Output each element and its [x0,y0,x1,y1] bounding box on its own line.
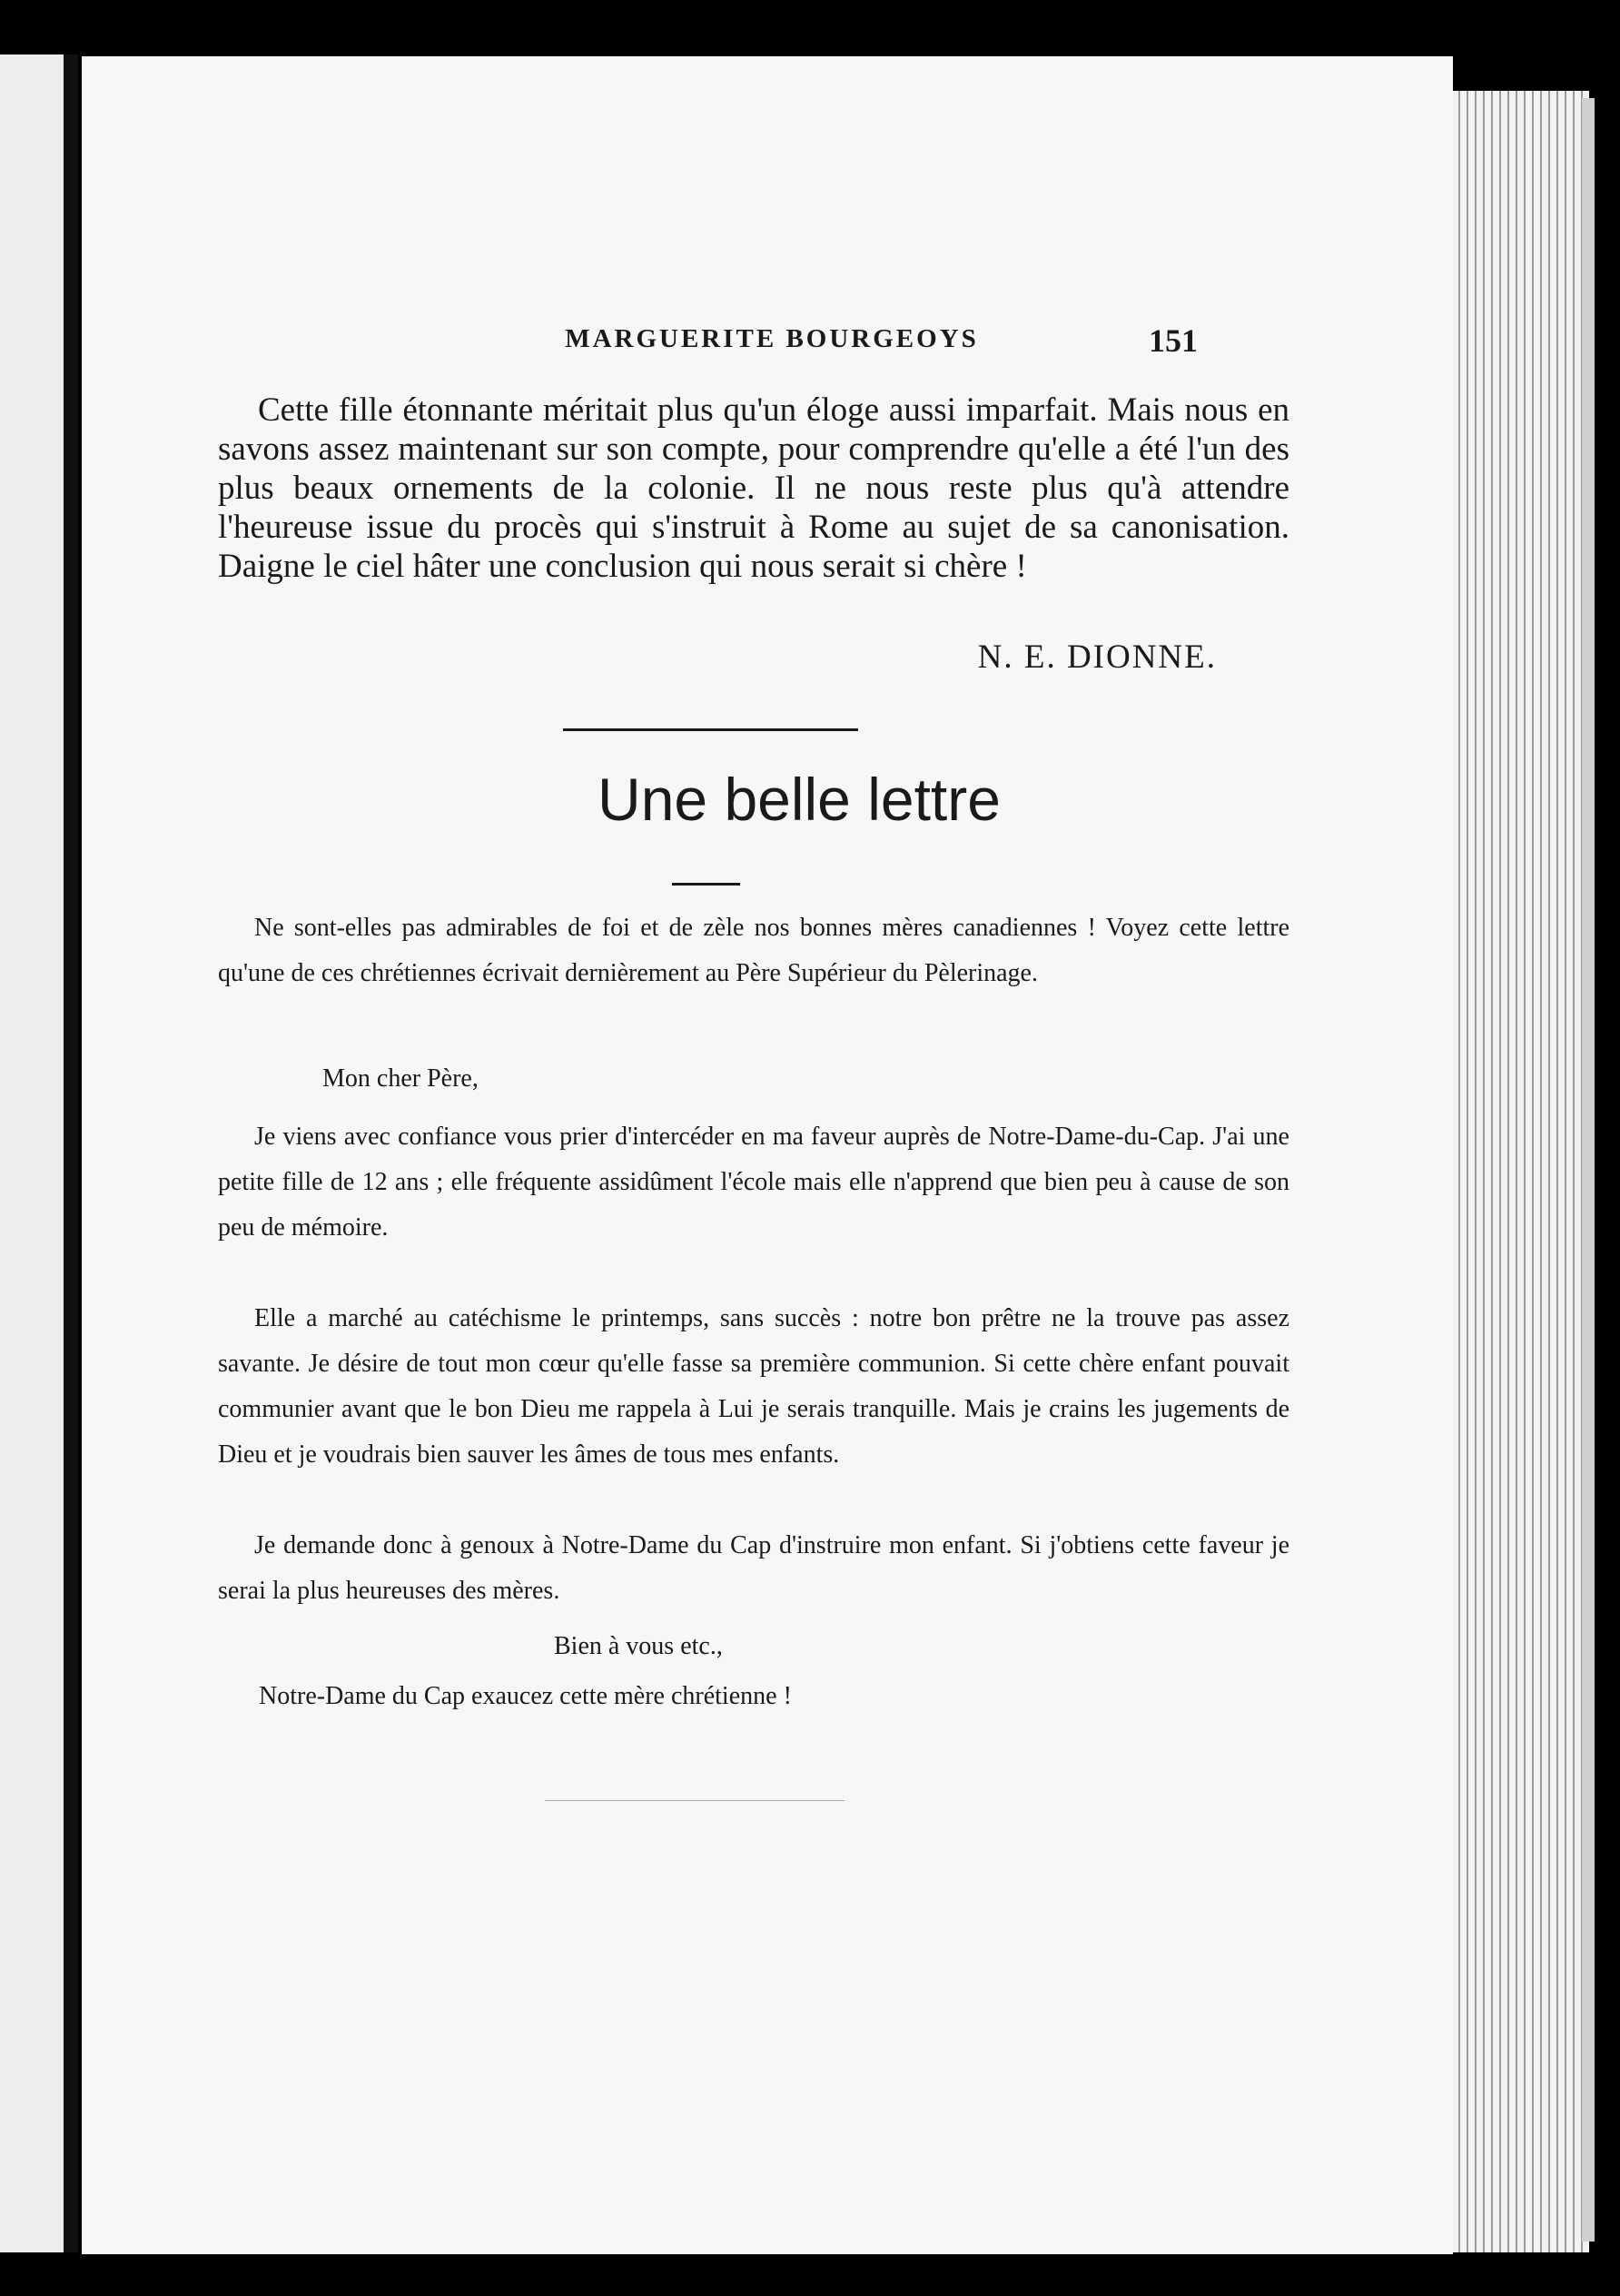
page-number: 151 [1149,322,1198,359]
letter-paragraph: Elle a marché au catéchisme le printemps, sans succès : notre bon prêtre ne la trouve pas assez savante. Je désire de tout mon cœur qu'elle fasse sa première communion. Si cette chère enfant pouvait communier avant que le bon Dieu me rappela à Lui je serais tranquille. Mais je crains les jugements de Dieu et je voudrais bien sauver les âmes de tous mes enfants. [218,1304,1289,1469]
book-fore-edge [1582,98,1595,2242]
title-underline [672,883,740,886]
final-invocation: Notre-Dame du Cap exaucez cette mère chrétienne ! [259,1682,792,1710]
book-page [82,56,1453,2254]
author-signature: N. E. DIONNE. [977,638,1217,676]
article-intro: Ne sont-elles pas admirables de foi et de zèle nos bonnes mères canadiennes ! Voyez cette lettre qu'une de ces chrétiennes écrivait dernièrement au Père Supérieur du Pèlerinage. [218,914,1289,987]
page-stack-edge [1444,91,1589,2252]
book-gutter [64,54,78,2252]
letter-closing: Bien à vous etc., [554,1632,723,1660]
end-divider [545,1800,845,1801]
left-page-fragment [0,54,64,2252]
letter-salutation: Mon cher Père, [322,1064,479,1093]
section-divider [563,728,858,731]
letter-paragraph: Je demande donc à genoux à Notre-Dame du Cap d'instruire mon enfant. Si j'obtiens cette faveur je serai la plus heureuses des mères. [218,1531,1289,1605]
article-title: Une belle lettre [598,766,1001,833]
previous-article-closing-paragraph: Cette fille étonnante méritait plus qu'un éloge aussi imparfait. Mais nous en savons assez maintenant sur son compte, pour comprendre qu'elle a été l'un des plus beaux ornements de la colonie. Il ne nous reste plus qu'à attendre l'heureuse issue du procès qui s'instruit à Rome au sujet de sa canonisation. Daigne le ciel hâter une conclusion qui nous serait si chère ! [218,391,1289,585]
letter-paragraph: Je viens avec confiance vous prier d'intercéder en ma faveur auprès de Notre-Dame-du-Cap. J'ai une petite fille de 12 ans ; elle fréquente assidûment l'école mais elle n'apprend que bien peu à cause de son peu de mémoire. [218,1123,1289,1242]
running-head: MARGUERITE BOURGEOYS [565,324,979,353]
